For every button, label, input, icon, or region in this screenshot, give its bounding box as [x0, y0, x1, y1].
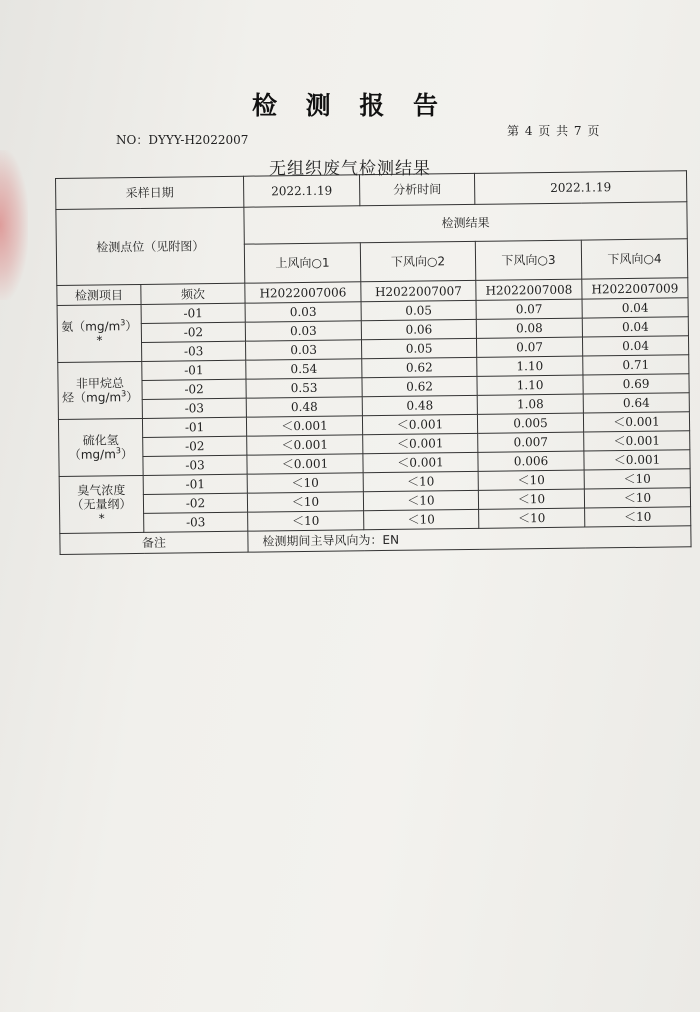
value-cell: ＜10 [584, 469, 690, 489]
value-cell: 0.08 [476, 318, 582, 338]
point-downwind-4: 下风向○4 [581, 239, 687, 279]
freq-cell: -02 [143, 436, 247, 456]
value-cell: 0.05 [361, 300, 476, 320]
value-cell: ＜10 [478, 470, 584, 490]
analysis-time-label: 分析时间 [359, 173, 474, 205]
sampling-date-label: 采样日期 [56, 176, 244, 209]
freq-cell: -03 [143, 455, 247, 475]
table-subtitle: 无组织废气检测结果 [269, 159, 431, 179]
value-cell: ＜0.001 [584, 450, 690, 470]
value-cell: ＜10 [478, 489, 584, 509]
freq-cell: -03 [144, 512, 248, 532]
freq-cell: -02 [142, 379, 246, 399]
value-cell: 0.005 [477, 413, 583, 433]
value-cell: ＜10 [247, 473, 363, 493]
freq-cell: -02 [143, 493, 247, 513]
value-cell: 0.04 [582, 336, 688, 356]
value-cell: ＜0.001 [363, 452, 478, 472]
point-label: 检测点位（见附图） [56, 207, 245, 285]
value-cell: 0.006 [478, 451, 584, 471]
value-cell: 1.10 [477, 356, 583, 376]
value-cell: 0.64 [583, 393, 689, 413]
value-cell: 0.06 [361, 319, 476, 339]
sampling-date-value: 2022.1.19 [244, 175, 360, 207]
value-cell: ＜10 [364, 509, 479, 529]
value-cell: 0.07 [477, 337, 583, 357]
value-cell: 0.04 [582, 298, 688, 318]
sample-code-3: H2022007008 [476, 279, 582, 300]
freq-cell: -03 [142, 398, 246, 418]
value-cell: 0.54 [246, 359, 362, 379]
item-label: 检测项目 [57, 284, 141, 305]
value-cell: 0.007 [478, 432, 584, 452]
value-cell: ＜10 [584, 488, 690, 508]
point-downwind-3: 下风向○3 [475, 240, 581, 280]
freq-cell: -01 [142, 417, 246, 437]
value-cell: 0.03 [245, 302, 361, 322]
value-cell: 0.69 [583, 374, 689, 394]
frequency-label: 频次 [141, 283, 245, 304]
freq-cell: -01 [141, 303, 245, 323]
value-cell: 0.71 [583, 355, 689, 375]
freq-cell: -03 [142, 341, 246, 361]
point-upwind-1: 上风向○1 [244, 243, 360, 283]
value-cell: 0.03 [246, 340, 362, 360]
value-cell: 0.05 [362, 338, 477, 358]
sample-code-4: H2022007009 [582, 278, 688, 299]
value-cell: ＜10 [363, 490, 478, 510]
value-cell: ＜0.001 [362, 414, 477, 434]
value-cell: 0.07 [476, 299, 582, 319]
report-number: NO：DYYY-H2022007 [116, 133, 249, 147]
report-title: 检 测 报 告 [251, 91, 449, 120]
freq-cell: -02 [141, 322, 245, 342]
value-cell: ＜0.001 [583, 412, 689, 432]
item-non-methane-hydrocarbons: 非甲烷总 烃$(mg/m^3)$ [58, 361, 143, 419]
note-label: 备注 [60, 531, 248, 554]
freq-cell: -01 [142, 360, 246, 380]
value-cell: ＜0.001 [363, 433, 478, 453]
value-cell: 1.08 [477, 394, 583, 414]
item-ammonia: 氨$(mg/m^3)$ * [57, 304, 142, 362]
value-cell: 0.04 [582, 317, 688, 337]
value-cell: ＜0.001 [246, 416, 362, 436]
page-indicator: 第 4 页 共 7 页 [507, 124, 600, 138]
value-cell: ＜10 [247, 492, 363, 512]
analysis-time-value: 2022.1.19 [474, 171, 686, 205]
results-table [55, 170, 692, 555]
item-hydrogen-sulfide: 硫化氢 $(mg/m^3)$ [58, 418, 143, 476]
value-cell: ＜10 [248, 511, 364, 531]
value-cell: 0.03 [245, 321, 361, 341]
value-cell: ＜10 [585, 507, 691, 527]
results-label: 检测结果 [244, 202, 687, 244]
freq-cell: -01 [143, 474, 247, 494]
value-cell: 0.62 [362, 376, 477, 396]
value-cell: 0.62 [362, 357, 477, 377]
value-cell: 0.48 [246, 397, 362, 417]
value-cell: 0.48 [362, 395, 477, 415]
value-cell: 1.10 [477, 375, 583, 395]
value-cell: ＜0.001 [247, 435, 363, 455]
value-cell: ＜0.001 [584, 431, 690, 451]
sample-code-1: H2022007006 [245, 282, 361, 303]
note-value: 检测期间主导风向为：EN [248, 526, 691, 552]
value-cell: ＜0.001 [247, 454, 363, 474]
item-odor-concentration: 臭气浓度 （无量纲） * [59, 475, 144, 533]
value-cell: ＜10 [479, 508, 585, 528]
point-downwind-2: 下风向○2 [360, 241, 475, 281]
sample-code-2: H2022007007 [361, 280, 476, 301]
value-cell: 0.53 [246, 378, 362, 398]
value-cell: ＜10 [363, 471, 478, 491]
